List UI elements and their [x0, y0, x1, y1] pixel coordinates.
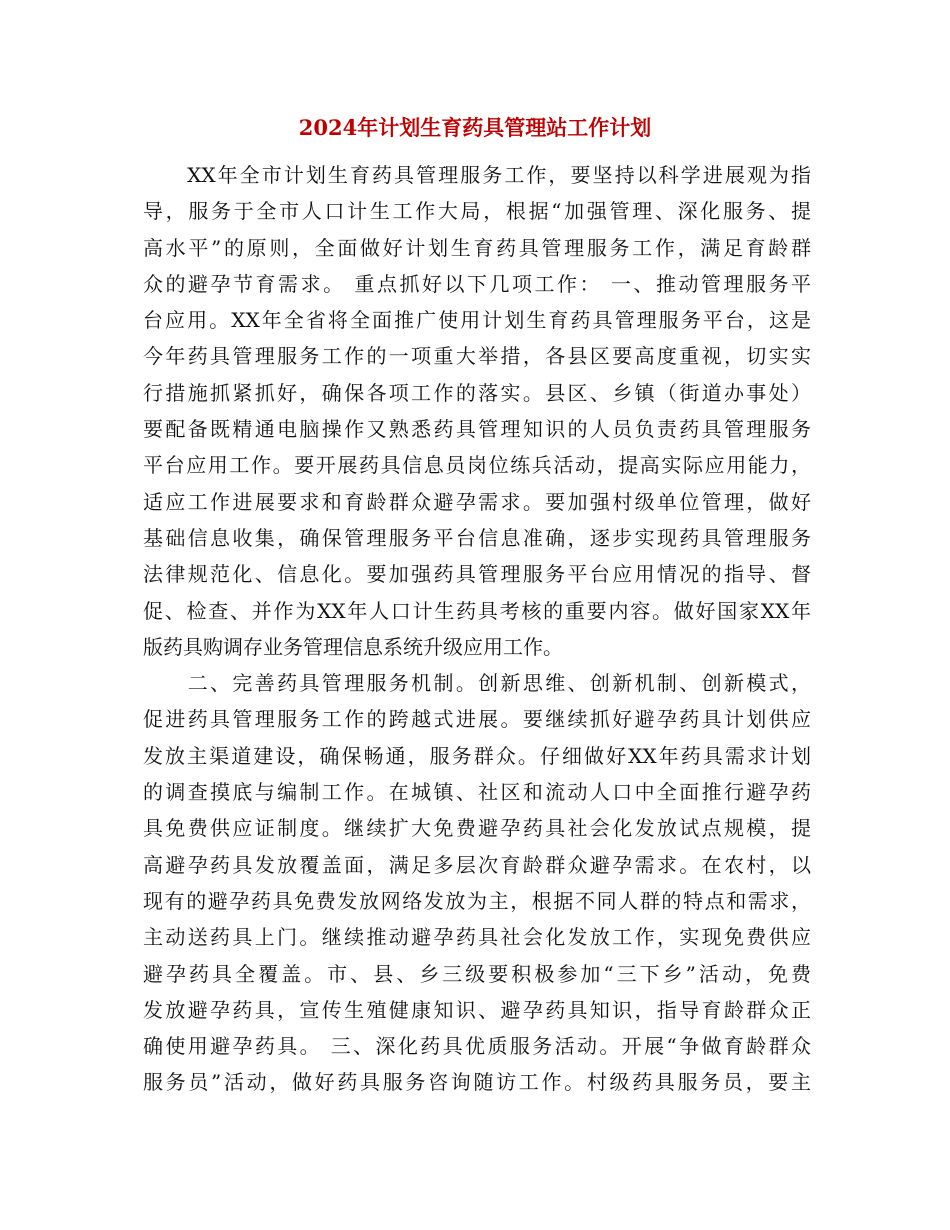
document-title: 2024年计划生育药具管理站工作计划 — [298, 115, 652, 140]
body-line: 适应工作进展要求和育龄群众避孕需求。要加强村级单位管理，做好 — [143, 489, 811, 514]
body-line: 要配备既精通电脑操作又熟悉药具管理知识的人员负责药具管理服务 — [143, 417, 811, 442]
body-line: 确使用避孕药具。 三、深化药具优质服务活动。开展“争做育龄群众 — [143, 1034, 811, 1059]
body-line: 法律规范化、信息化。要加强药具管理服务平台应用情况的指导、督 — [143, 562, 811, 587]
body-line: 行措施抓紧抓好，确保各项工作的落实。县区、乡镇（街道办事处） — [143, 380, 811, 405]
body-line: 发放避孕药具，宣传生殖健康知识、避孕药具知识，指导育龄群众正 — [143, 997, 811, 1022]
body-line: 具免费供应证制度。继续扩大免费避孕药具社会化发放试点规模，提 — [143, 816, 811, 841]
body-line: 今年药具管理服务工作的一项重大举措，各县区要高度重视，切实实 — [143, 344, 811, 369]
body-line: 基础信息收集，确保管理服务平台信息准确，逐步实现药具管理服务 — [143, 525, 811, 550]
body-line: 高水平”的原则，全面做好计划生育药具管理服务工作，满足育龄群 — [143, 235, 811, 260]
body-line: 主动送药具上门。继续推动避孕药具社会化发放工作，实现免费供应 — [143, 925, 811, 950]
body-line: XX年全市计划生育药具管理服务工作，要坚持以科学进展观为指 — [143, 163, 811, 187]
body-line: 导，服务于全市人口计生工作大局，根据“加强管理、深化服务、提 — [143, 199, 811, 224]
document-body — [143, 157, 811, 1101]
body-line: 的调查摸底与编制工作。在城镇、社区和流动人口中全面推行避孕药 — [143, 780, 811, 805]
body-line: 服务员”活动，做好药具服务咨询随访工作。村级药具服务员，要主 — [143, 1070, 811, 1095]
body-line: 众的避孕节育需求。 重点抓好以下几项工作： 一、推动管理服务平 — [143, 271, 811, 296]
body-line: 现有的避孕药具免费发放网络发放为主，根据不同人群的特点和需求， — [143, 888, 811, 913]
body-line: 版药具购调存业务管理信息系统升级应用工作。 — [143, 634, 563, 659]
body-line: 高避孕药具发放覆盖面，满足多层次育龄群众避孕需求。在农村，以 — [143, 852, 811, 877]
body-line: 促进药具管理服务工作的跨越式进展。要继续抓好避孕药具计划供应 — [143, 707, 811, 732]
body-line: 台应用。XX年全省将全面推广使用计划生育药具管理服务平台，这是 — [143, 308, 811, 333]
body-line: 平台应用工作。要开展药具信息员岗位练兵活动，提高实际应用能力， — [143, 453, 811, 478]
body-line: 二、完善药具管理服务机制。创新思维、创新机制、创新模式， — [143, 671, 811, 696]
body-line: 促、检查、并作为XX年人口计生药具考核的重要内容。做好国家XX年 — [143, 598, 811, 623]
body-line: 避孕药具全覆盖。市、县、乡三级要积极参加“三下乡”活动，免费 — [143, 961, 811, 986]
body-line: 发放主渠道建设，确保畅通，服务群众。仔细做好XX年药具需求计划 — [143, 743, 811, 768]
